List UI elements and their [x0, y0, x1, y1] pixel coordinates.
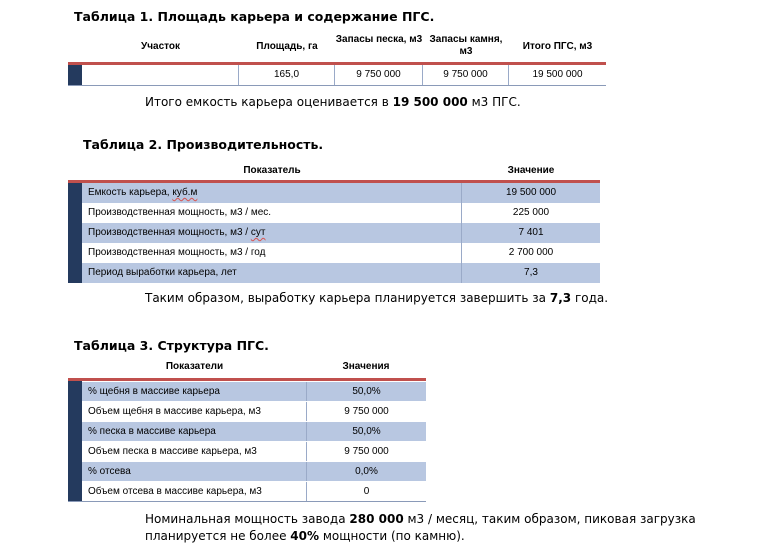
table2 [68, 180, 600, 283]
table1-header-area: Площадь, га [256, 41, 318, 52]
table1-cell-stone: 9 750 000 [423, 65, 509, 85]
table1-cell-section [82, 65, 239, 85]
table2-cell-label: Емкость карьера, куб.м [82, 183, 462, 203]
table3-cell-value: 50,0% [352, 426, 381, 437]
para3-line1-b: 280 000 [349, 512, 404, 526]
table-row [82, 482, 426, 501]
table1-header-stone: Запасы камня, м3 [429, 34, 503, 57]
table-row [82, 382, 426, 401]
table2-cell-label: Производственная мощность, м3 / мес. [82, 203, 462, 223]
table3-cell-value: 0 [363, 486, 370, 497]
table3-bottom-border [68, 501, 426, 502]
table2-row-stub [68, 183, 82, 283]
table-row [82, 442, 426, 461]
para3-line2-c: мощности (по камню). [322, 529, 465, 543]
table3-accent-line [68, 378, 426, 381]
table-row [82, 263, 600, 283]
table2-cell-value: 2 700 000 [508, 247, 554, 258]
table-row [82, 65, 606, 85]
table3-header-indicators: Показатели [165, 361, 224, 372]
table2-cell-value: 225 000 [512, 207, 550, 218]
table1-row-stub [68, 65, 82, 85]
table1-bottom-border [68, 85, 606, 86]
table2-cell-value: 7 401 [518, 227, 544, 238]
para1-before: Итого емкость карьера оценивается в [145, 95, 389, 109]
table1-header-total: Итого ПГС, м3 [522, 41, 593, 52]
table-row [82, 462, 426, 481]
table-row [82, 422, 426, 441]
para3-line1-c: м3 / месяц, таким образом, пиковая загрузка [407, 512, 696, 526]
table2-cell-value: 7,3 [524, 267, 538, 278]
table-row [82, 203, 600, 223]
table1-header-section: Участок [140, 41, 181, 52]
table3-cell-label: % песка в массиве карьера [82, 422, 307, 441]
table3-cell-value: 0,0% [355, 466, 378, 477]
table2-cell-value: 19 500 000 [505, 187, 557, 198]
table3-cell-label: Объем щебня в массиве карьера, м3 [82, 402, 307, 421]
table3-cell-label: Объем отсева в массиве карьера, м3 [82, 482, 307, 501]
para3-line1-a: Номинальная мощность завода [145, 512, 346, 526]
table2-header-indicator: Показатель [243, 165, 301, 176]
table3-cell-label: % щебня в массиве карьера [82, 382, 307, 401]
table1-cell-area: 165,0 [239, 65, 335, 85]
paragraph-capacity [145, 95, 521, 109]
table1 [68, 62, 606, 85]
para2-before: Таким образом, выработку карьера планируется завершить за [145, 291, 547, 305]
para3-line2-a: планируется не более [145, 529, 287, 543]
table2-cell-label: Производственная мощность, м3 / год [82, 243, 462, 263]
table-row [82, 243, 600, 263]
table-row [82, 183, 600, 203]
para2-value: 7,3 [549, 291, 572, 305]
table2-title: Таблица 2. Производительность. [83, 137, 324, 152]
table3-title: Таблица 3. Структура ПГС. [74, 338, 269, 353]
table3 [68, 378, 426, 502]
para2-after: года. [574, 291, 609, 305]
paragraph-nominal-line1 [145, 512, 696, 526]
para1-value: 19 500 000 [392, 95, 468, 109]
table3-cell-label: Объем песка в массиве карьера, м3 [82, 442, 307, 461]
para1-after: м3 ПГС. [471, 95, 521, 109]
para3-line2-b: 40% [290, 529, 320, 543]
table3-cell-label: % отсева [82, 462, 307, 481]
table-row [82, 402, 426, 421]
table2-cell-label: Производственная мощность, м3 / сут [82, 223, 462, 243]
paragraph-duration [145, 291, 608, 305]
table1-cell-sand: 9 750 000 [335, 65, 423, 85]
table3-cell-value: 9 750 000 [344, 406, 389, 417]
table1-title: Таблица 1. Площадь карьера и содержание ПГС. [74, 9, 435, 24]
table1-cell-total: 19 500 000 [532, 69, 583, 80]
table3-header-values: Значения [342, 361, 390, 372]
paragraph-nominal-line2 [145, 529, 465, 543]
table-row [82, 223, 600, 243]
table2-cell-label: Период выработки карьера, лет [82, 263, 462, 283]
table3-cell-value: 9 750 000 [344, 446, 389, 457]
table3-row-stub [68, 381, 82, 502]
table1-header-sand: Запасы песка, м3 [335, 34, 423, 45]
table2-header-value: Значение [507, 165, 555, 176]
table3-cell-value: 50,0% [352, 386, 381, 397]
